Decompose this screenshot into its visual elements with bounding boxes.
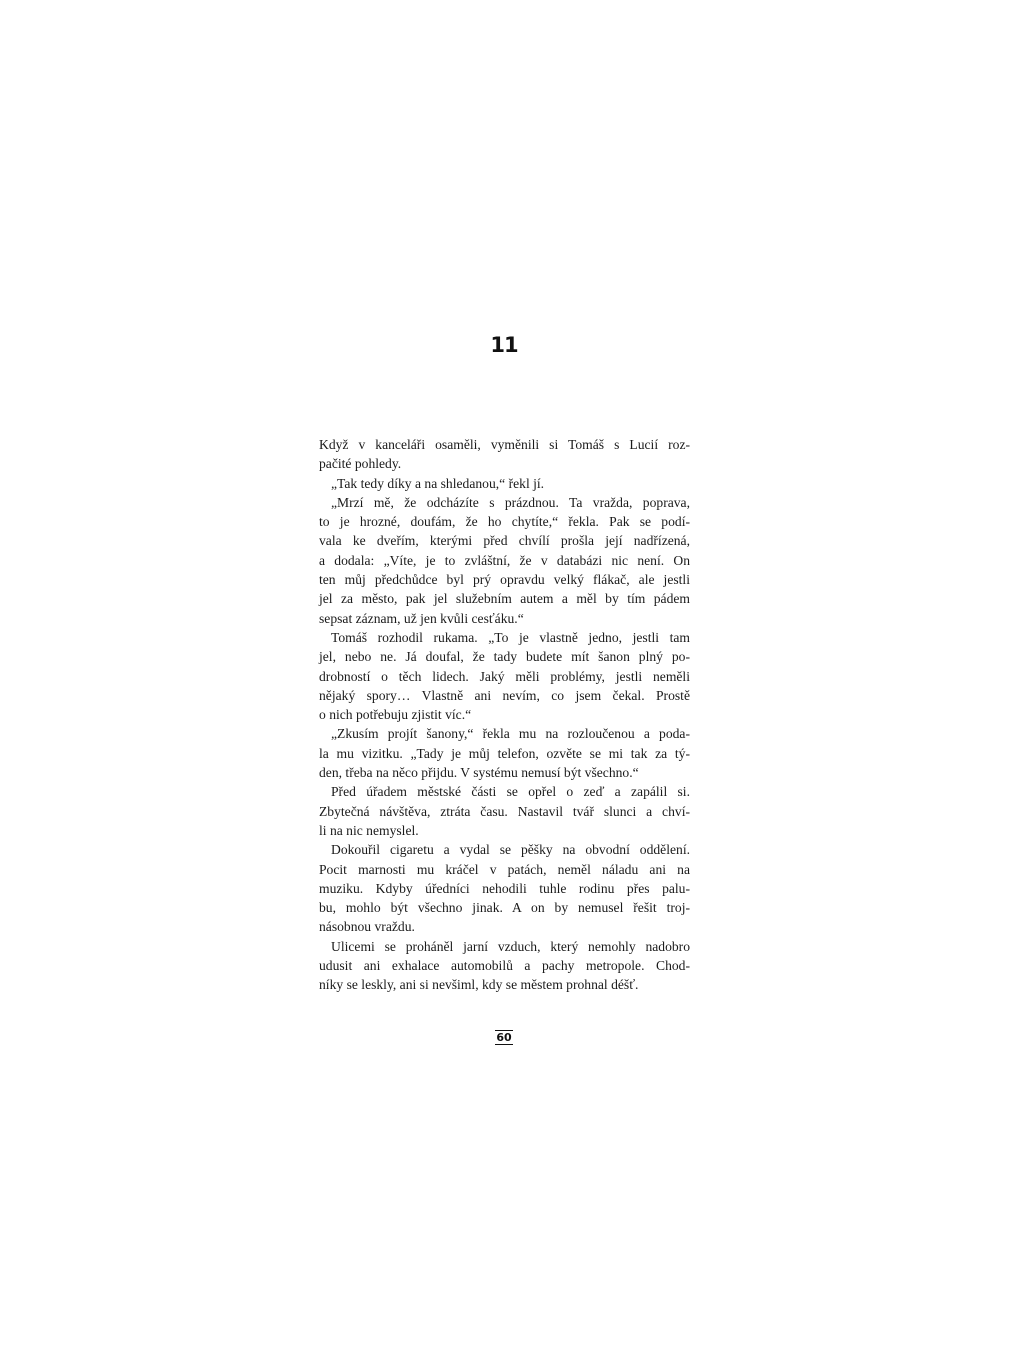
text-line: den, třeba na něco přijdu. V systému nemusí být všechno.“ [319, 765, 639, 781]
page-number [0, 1031, 1008, 1044]
paragraph [319, 493, 690, 628]
text-line: Dokouřil cigaretu a vydal se pěšky na obvodní oddělení. [331, 842, 690, 858]
text-line: níky se leskly, ani si nevšiml, kdy se městem prohnal déšť. [319, 977, 639, 993]
paragraph [319, 724, 690, 782]
text-line: pačité pohledy. [319, 456, 402, 472]
paragraph [319, 840, 690, 936]
text-line: vala ke dveřím, kterými před chvílí prošla její nadřízená, [319, 533, 690, 549]
text-line: násobnou vraždu. [319, 919, 415, 935]
text-line: bu, mohlo být všechno jinak. A on by nemusel řešit troj- [319, 900, 690, 916]
paragraph [319, 937, 690, 995]
text-line: a dodala: „Víte, je to zvláštní, že v databázi nic není. On [319, 552, 690, 568]
text-line: sepsat záznam, už jen kvůli cesťáku.“ [319, 610, 524, 626]
paragraph [319, 474, 690, 493]
text-line: li na nic nemyslel. [319, 822, 419, 838]
text-line: jel, nebo ne. Já doufal, že tady budete mít šanon plný po- [319, 649, 690, 665]
text-line: Pocit marnosti mu kráčel v patách, neměl náladu ani na [319, 861, 690, 877]
text-line: Ulicemi se proháněl jarní vzduch, který nemohly nadobro [331, 938, 690, 954]
text-line: „Zkusím projít šanony,“ řekla mu na rozloučenou a poda- [331, 726, 690, 742]
text-line: o nich potřebuju zjistit víc.“ [319, 707, 472, 723]
text-line: Tomáš rozhodil rukama. „To je vlastně jedno, jestli tam [331, 629, 690, 645]
page-number-label: 60 [496, 1031, 512, 1044]
text-line: muziku. Kdyby úředníci nehodili tuhle rodinu přes palu- [319, 880, 690, 896]
text-line: la mu vizitku. „Tady je můj telefon, ozvěte se mi tak za tý- [319, 745, 690, 761]
paragraph [319, 435, 690, 474]
text-line: udusit ani exhalace automobilů a pachy metropole. Chod- [319, 958, 690, 974]
paragraph [319, 782, 690, 840]
text-line: „Tak tedy díky a na shledanou,“ řekl jí. [331, 475, 545, 491]
text-line: Když v kanceláři osaměli, vyměnili si Tomáš s Lucií roz- [319, 437, 690, 452]
text-line: nějaký spory… Vlastně ani nevím, co jsem čekal. Prostě [319, 687, 690, 703]
text-line: to je hrozné, doufám, že ho chytíte,“ řekla. Pak se podí- [319, 514, 690, 530]
text-line: Před úřadem městské části se opřel o zeď a zapálil si. [331, 784, 690, 800]
text-line: „Mrzí mě, že odcházíte s prázdnou. Ta vražda, poprava, [331, 494, 690, 510]
paragraph [319, 628, 690, 724]
text-line: ten můj předchůdce byl prý opravdu velký flákač, ale jestli [319, 572, 690, 588]
chapter-number: 11 [490, 333, 518, 357]
text-line: drobností o těch lidech. Jaký měli problémy, jestli neměli [319, 668, 690, 684]
text-line: Zbytečná návštěva, ztráta času. Nastavil tvář slunci a chví- [319, 803, 690, 819]
text-line: jel za město, pak jel služebním autem a měl by tím pádem [319, 591, 690, 607]
chapter-text [319, 435, 690, 995]
